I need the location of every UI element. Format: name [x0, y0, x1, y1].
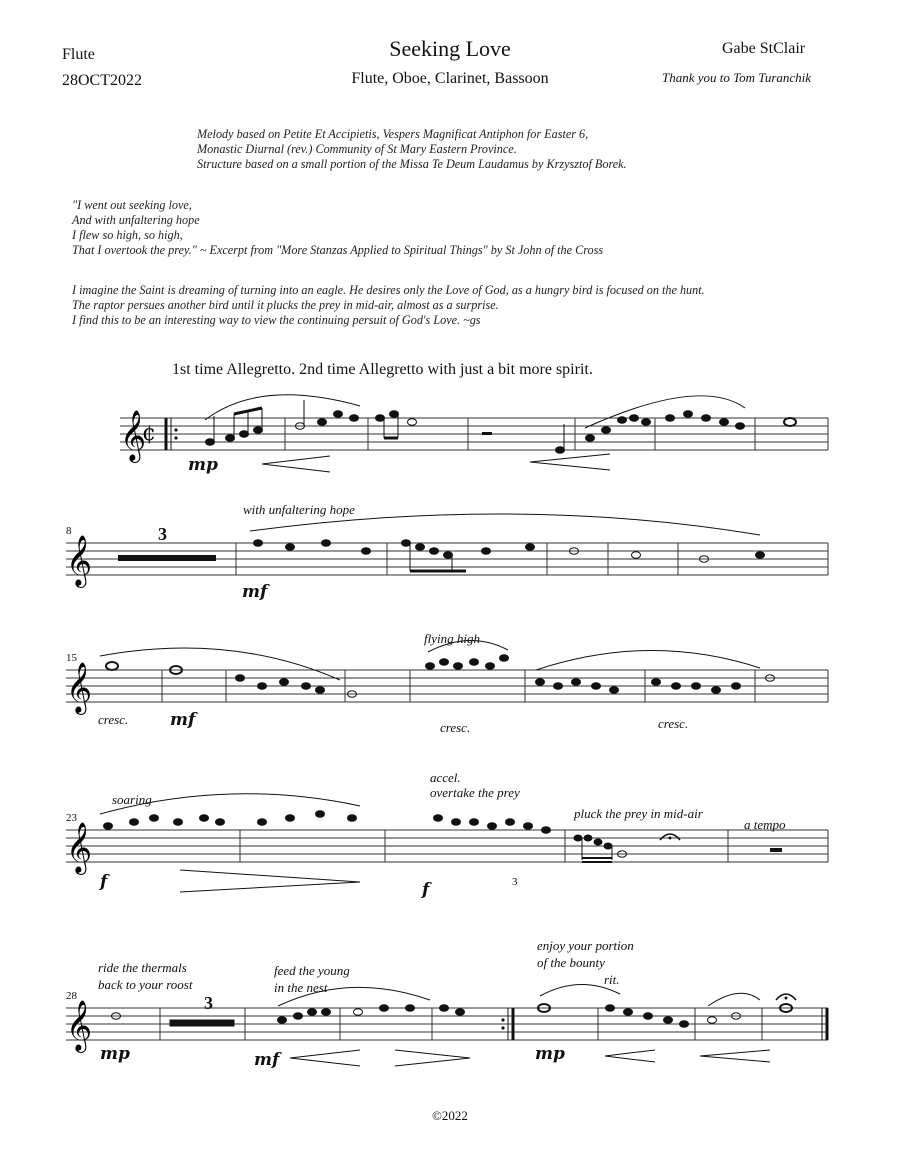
cut-time-icon: ¢: [142, 421, 156, 446]
composer-name: Gabe StClair: [722, 40, 806, 57]
commentary-line: The raptor persues another bird until it plucks the prey in mid-air, almost as a surprise.: [72, 298, 499, 312]
expression-text: with unfaltering hope: [243, 502, 355, 517]
staff-lines: [66, 830, 828, 862]
expression-text: overtake the prey: [430, 785, 520, 800]
thanks-note: Thank you to Tom Turanchik: [662, 70, 812, 85]
poem-line: And with unfaltering hope: [72, 213, 200, 227]
cresc-marking: cresc.: [440, 720, 471, 735]
date-label: 28OCT2022: [62, 72, 142, 89]
measure-number: 28: [66, 990, 77, 1002]
crescendo-hairpin-icon: [605, 1050, 655, 1062]
treble-clef-icon: 𝄞: [66, 822, 93, 873]
dynamic-marking: mp: [188, 455, 218, 475]
staff-system-3: [0, 632, 900, 732]
decrescendo-hairpin-icon: [395, 1050, 470, 1066]
treble-clef-icon: 𝄞: [66, 1000, 93, 1051]
crescendo-hairpin-icon: [530, 454, 610, 470]
dynamic-marking: f: [422, 880, 430, 900]
tempo-marking: 1st time Allegretto. 2nd time Allegretto with just a bit more spirit.: [172, 361, 593, 378]
dynamic-marking: mp: [100, 1044, 130, 1064]
notes: [206, 400, 797, 453]
half-rest-icon: [482, 432, 492, 435]
dynamic-marking: mp: [535, 1044, 565, 1064]
expression-text: enjoy your portion: [537, 938, 634, 953]
rest-count: 3: [204, 993, 213, 1013]
treble-clef-icon: 𝄞: [66, 535, 93, 586]
expression-text: flying high: [424, 631, 480, 646]
dynamic-marking: mf: [254, 1050, 280, 1070]
staff-system-4: [0, 792, 900, 902]
dynamic-marking: mf: [170, 710, 196, 730]
copyright-notice: ©2022: [432, 1108, 468, 1123]
whole-rest-icon: [770, 848, 782, 852]
source-notes: [197, 127, 627, 172]
multi-measure-rest-icon: [118, 555, 216, 561]
tuplet-number: 3: [512, 876, 518, 888]
cresc-marking: cresc.: [658, 716, 689, 731]
measure-number: 15: [66, 652, 77, 664]
measure-number: 23: [66, 812, 77, 824]
slur-icon: [100, 648, 340, 680]
staff-lines: [66, 670, 828, 702]
source-line: Monastic Diurnal (rev.) Community of St Mary Eastern Province.: [197, 142, 517, 156]
crescendo-hairpin-icon: [290, 1050, 360, 1066]
expression-text: in the nest: [274, 980, 328, 995]
expression-text: back to your roost: [98, 977, 193, 992]
expression-text: a tempo: [744, 817, 786, 832]
expression-text: feed the young: [274, 963, 350, 978]
instrument-name: Flute: [62, 46, 95, 63]
expression-text: ride the thermals: [98, 960, 187, 975]
poem-line: I flew so high, so high,: [72, 228, 183, 242]
poem-line: "I went out seeking love,: [72, 198, 192, 212]
slur-icon: [708, 993, 760, 1006]
expression-text: pluck the prey in mid-air: [574, 806, 703, 821]
composer-commentary: [72, 283, 705, 328]
expression-text: rit.: [604, 972, 620, 987]
crescendo-hairpin-icon: [262, 456, 330, 472]
measure-number: 8: [66, 525, 72, 537]
multi-measure-rest-icon: [170, 1020, 234, 1026]
commentary-line: I find this to be an interesting way to view the continuing persuit of God's Love. ~gs: [72, 313, 481, 327]
cresc-marking: cresc.: [98, 712, 129, 727]
source-line: Melody based on Petite Et Accipietis, Vespers Magnificat Antiphon for Easter 6,: [197, 127, 589, 141]
poem-excerpt: [72, 198, 603, 258]
staff-system-1: [0, 380, 900, 490]
expression-text: of the bounty: [537, 955, 605, 970]
page-title: Seeking Love: [389, 36, 511, 61]
treble-clef-icon: 𝄞: [66, 662, 93, 713]
slur-icon: [536, 650, 760, 670]
decrescendo-hairpin-icon: [180, 870, 360, 892]
page-subtitle: Flute, Oboe, Clarinet, Bassoon: [351, 70, 549, 87]
expression-text: soaring: [112, 792, 152, 807]
dynamic-marking: mf: [242, 582, 268, 602]
treble-clef-icon: 𝄞: [120, 410, 147, 461]
expression-text: accel.: [430, 770, 461, 785]
dynamic-marking: f: [100, 872, 108, 892]
poem-line: That I overtook the prey." ~ Excerpt from "More Stanzas Applied to Spiritual Things" by St John of the Cross: [72, 243, 604, 257]
crescendo-hairpin-icon: [700, 1050, 770, 1062]
rest-count: 3: [158, 524, 167, 544]
staff-system-2: [0, 505, 900, 605]
source-line: Structure based on a small portion of the Missa Te Deum Laudamus by Krzysztof Borek.: [197, 157, 627, 171]
commentary-line: I imagine the Saint is dreaming of turning into an eagle. He desires only the Love of God, as a hungry bird is focused on the hunt.: [72, 283, 705, 297]
